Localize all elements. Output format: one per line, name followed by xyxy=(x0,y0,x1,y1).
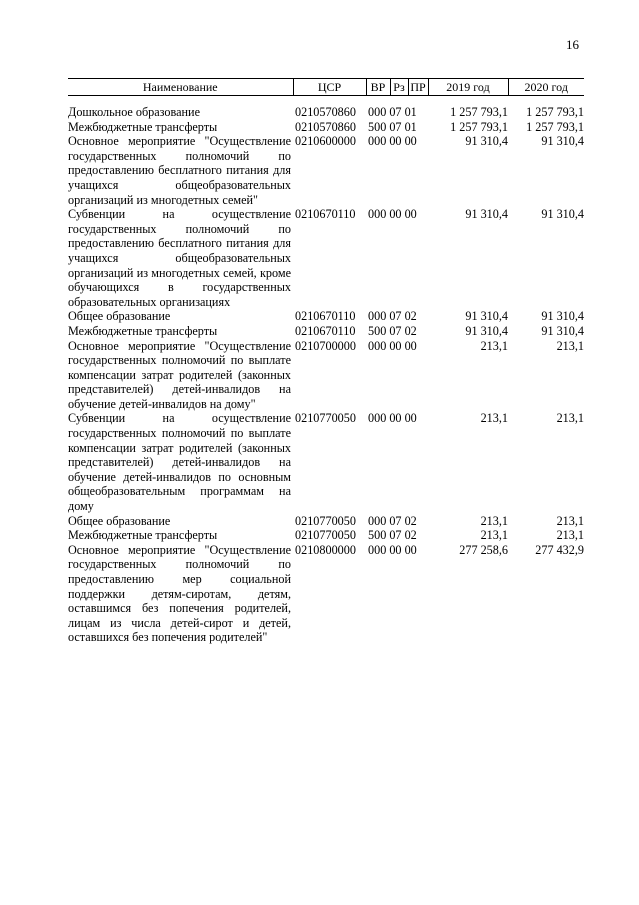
table-row xyxy=(68,105,584,120)
row-2019: 91 310,4 xyxy=(465,323,508,338)
row-codes: 000 07 02 xyxy=(368,513,417,528)
table-header-row xyxy=(68,79,584,96)
row-2020: 1 257 793,1 xyxy=(526,105,584,119)
table-row xyxy=(68,543,584,645)
row-codes: 000 00 00 xyxy=(368,542,417,557)
row-2019: 213,1 xyxy=(480,338,508,353)
row-codes: 000 00 00 xyxy=(368,207,417,222)
table-row xyxy=(68,120,584,135)
row-codes: 500 07 01 xyxy=(368,119,417,134)
row-2019: 213,1 xyxy=(480,513,508,528)
row-csr: 0210570860 xyxy=(295,105,356,119)
header-2020: 2020 год xyxy=(508,79,584,96)
row-name: Межбюджетные трансферты xyxy=(68,323,218,338)
row-2020: 277 432,9 xyxy=(535,542,584,557)
row-csr: 0210770050 xyxy=(295,528,356,543)
row-2020: 213,1 xyxy=(556,411,584,426)
row-name: Основное мероприятие "Осуществление государственных полномочий по предоставлению мер социальной поддержки детям-сиротам, детям, оставшимся без попечения родителей, лицам из числа детей-сирот и детей, оставшихся без попечения родителей" xyxy=(68,542,291,645)
row-csr: 0210770050 xyxy=(295,513,356,528)
row-csr: 0210600000 xyxy=(295,134,356,149)
row-codes: 000 00 00 xyxy=(368,338,417,353)
row-codes: 000 07 01 xyxy=(368,105,417,119)
row-2019: 1 257 793,1 xyxy=(450,105,508,119)
row-2020: 213,1 xyxy=(556,513,584,528)
row-2019: 213,1 xyxy=(480,528,508,543)
table-row xyxy=(68,324,584,339)
header-2019: 2019 год xyxy=(428,79,508,96)
row-codes: 000 00 00 xyxy=(368,411,417,426)
table-row xyxy=(68,207,584,309)
row-csr: 0210770050 xyxy=(295,411,356,426)
row-csr: 0210800000 xyxy=(295,542,356,557)
row-name: Общее образование xyxy=(68,309,171,324)
row-codes: 000 00 00 xyxy=(368,134,417,149)
header-name: Наименование xyxy=(68,79,293,96)
table-row xyxy=(68,309,584,324)
table-row xyxy=(68,339,584,412)
row-2020: 213,1 xyxy=(556,338,584,353)
row-2019: 1 257 793,1 xyxy=(450,119,508,134)
row-2019: 91 310,4 xyxy=(465,309,508,324)
row-2020: 1 257 793,1 xyxy=(526,119,584,134)
row-2020: 213,1 xyxy=(556,528,584,543)
row-csr: 0210670110 xyxy=(295,323,356,338)
row-codes: 000 07 02 xyxy=(368,309,417,324)
row-name: Межбюджетные трансферты xyxy=(68,119,218,134)
row-2020: 91 310,4 xyxy=(541,207,584,222)
row-2019: 277 258,6 xyxy=(459,542,508,557)
row-2019: 213,1 xyxy=(480,411,508,426)
header-rz: Рз xyxy=(390,79,408,96)
table-row xyxy=(68,528,584,543)
row-codes: 500 07 02 xyxy=(368,323,417,338)
row-name: Субвенции на осуществление государственных полномочий по выплате компенсации затрат родителей (законных представителей) детей-инвалидов на обучение детей-инвалидов по основным общеобразовательным программам на дому xyxy=(68,411,291,514)
header-pr: ПР xyxy=(408,79,428,96)
row-2020: 91 310,4 xyxy=(541,134,584,149)
row-name: Межбюджетные трансферты xyxy=(68,528,218,543)
row-2019: 91 310,4 xyxy=(465,207,508,222)
row-csr: 0210570860 xyxy=(295,119,356,134)
row-name: Основное мероприятие "Осуществление государственных полномочий по выплате компенсации затрат родителей (законных представителей) детей-инвалидов на обучение детей-инвалидов на дому" xyxy=(68,338,291,411)
row-csr: 0210700000 xyxy=(295,338,356,353)
row-name: Дошкольное образование xyxy=(68,105,200,119)
row-2019: 91 310,4 xyxy=(465,134,508,149)
table-row xyxy=(68,514,584,529)
table-row xyxy=(68,134,584,207)
budget-table xyxy=(68,78,584,645)
table-row xyxy=(68,411,584,513)
row-csr: 0210670110 xyxy=(295,207,356,222)
header-csr: ЦСР xyxy=(293,79,366,96)
row-2020: 91 310,4 xyxy=(541,323,584,338)
row-name: Общее образование xyxy=(68,513,171,528)
row-2020: 91 310,4 xyxy=(541,309,584,324)
page-number: 16 xyxy=(566,37,579,52)
row-codes: 500 07 02 xyxy=(368,528,417,543)
header-vr: ВР xyxy=(366,79,390,96)
row-name: Основное мероприятие "Осуществление государственных полномочий по предоставлению бесплатного питания для учащихся общеобразовательных организаций из многодетных семей" xyxy=(68,134,291,207)
row-csr: 0210670110 xyxy=(295,309,356,324)
row-name: Субвенции на осуществление государственных полномочий по предоставлению бесплатного питания для учащихся общеобразовательных организаций из многодетных семей, кроме обучающихся в государственных образовательных организациях xyxy=(68,207,291,309)
